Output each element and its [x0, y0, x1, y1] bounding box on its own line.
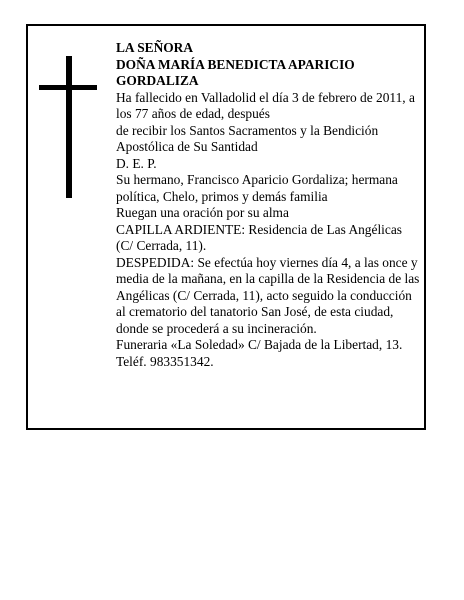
cross-horizontal-bar [39, 85, 97, 90]
despedida: DESPEDIDA: Se efectúa hoy viernes día 4, a las once y media de la mañana, en la capilla de la Residencia de las Angélicas (C/ Cerrada, 11), acto seguido la conducción al crematorio del tanatorio San José, de esta ciudad, donde se procederá a su incineración. [116, 254, 420, 336]
notice-text [116, 40, 422, 370]
cross-vertical-bar [66, 56, 72, 198]
prayer-request: Ruegan una oración por su alma [116, 205, 289, 220]
funeraria: Funeraria «La Soledad» C/ Bajada de la Libertad, 13. Teléf. 983351342. [116, 337, 403, 369]
obituary-notice [26, 24, 426, 430]
dep-line: D. E. P. [116, 155, 157, 171]
family-line: Su hermano, Francisco Aparicio Gordaliza; hermana política, Chelo, primos y demás familia [116, 172, 398, 204]
death-announcement: Ha fallecido en Valladolid el día 3 de febrero de 2011, a los 77 años de edad, después [116, 89, 415, 121]
deceased-name: DOÑA MARÍA BENEDICTA APARICIO GORDALIZA [116, 56, 355, 88]
sacraments-line: de recibir los Santos Sacramentos y la Bendición Apostólica de Su Santidad [116, 122, 379, 154]
title-line-1: LA SEÑORA [116, 40, 194, 55]
capilla-ardiente: CAPILLA ARDIENTE: Residencia de Las Angélicas (C/ Cerrada, 11). [116, 221, 402, 253]
